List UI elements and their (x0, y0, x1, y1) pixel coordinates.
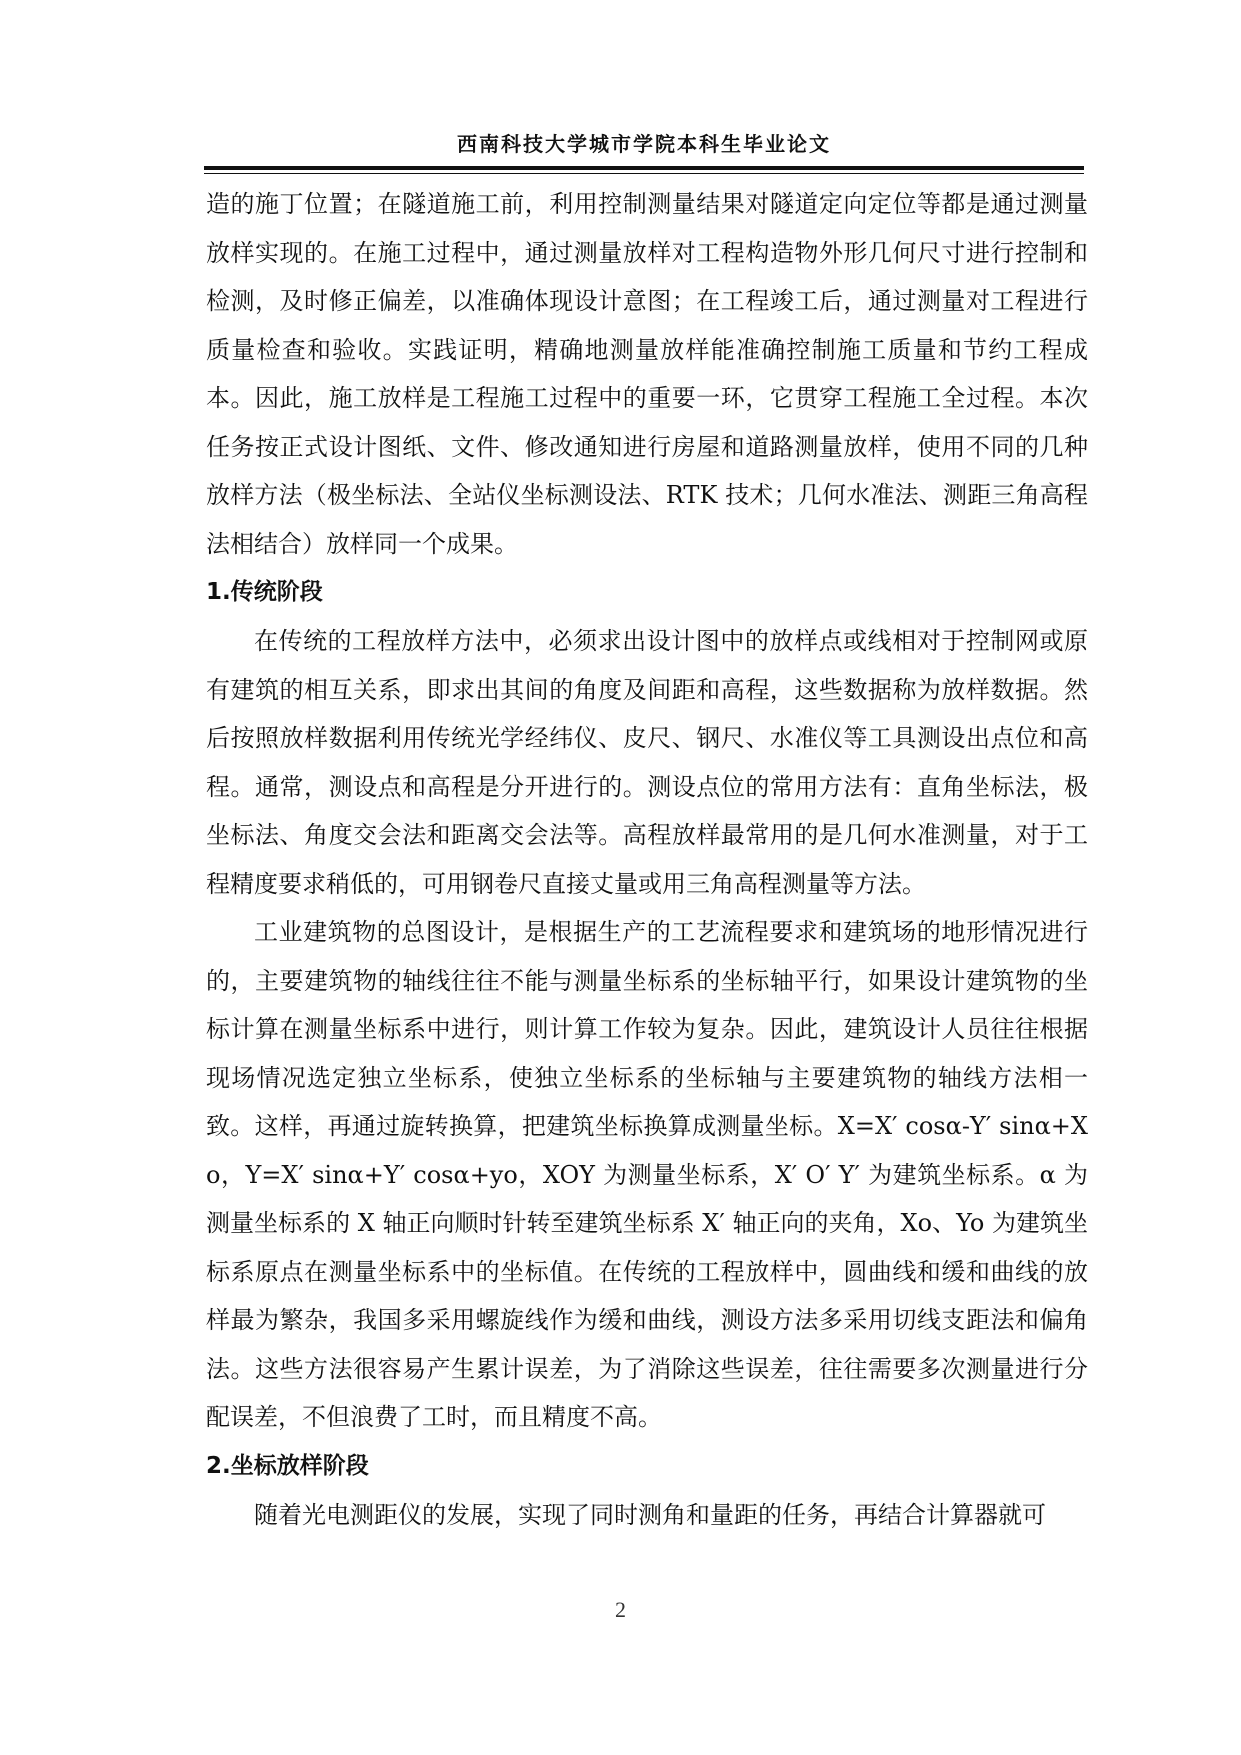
page-header-title: 西南科技大学城市学院本科生毕业论文 (457, 132, 831, 156)
paragraph-building-coordinates: 工业建筑物的总图设计，是根据生产的工艺流程要求和建筑场的地形情况进行的，主要建筑物的轴线往往不能与测量坐标系的坐标轴平行，如果设计建筑物的坐标计算在测量坐标系中进行，则计算工作较为复杂。因此，建筑设计人员往往根据现场情况选定独立坐标系，使独立坐标系的坐标轴与主要建筑物的轴线方法相一致。这样，再通过旋转换算，把建筑坐标换算成测量坐标。X=X′ cosα-Y′ sinα+Xo，Y=X′ sinα+Y′ cosα+yo，XOY 为测量坐标系，X′ O′ Y′ 为建筑坐标系。α 为测量坐标系的 X 轴正向顺时针转至建筑坐标系 X′ 轴正向的夹角，Xo、Yo 为建筑坐标系原点在测量坐标系中的坐标值。在传统的工程放样中，圆曲线和缓和曲线的放样最为繁杂，我国多采用螺旋线作为缓和曲线，测设方法多采用切线支距法和偏角法。这些方法很容易产生累计误差，为了消除这些误差，往往需要多次测量进行分配误差，不但浪费了工时，而且精度不高。 (206, 918, 1088, 1431)
paragraph-continuation: 造的施丁位置；在隧道施工前，利用控制测量结果对隧道定向定位等都是通过测量放样实现的。在施工过程中，通过测量放样对工程构造物外形几何尺寸进行控制和检测，及时修正偏差，以准确体现设计意图；在工程竣工后，通过测量对工程进行质量检查和验收。实践证明，精确地测量放样能准确控制施工质量和节约工程成本。因此，施工放样是工程施工过程中的重要一环，它贯穿工程施工全过程。本次任务按正式设计图纸、文件、修改通知进行房屋和道路测量放样，使用不同的几种放样方法（极坐标法、全站仪坐标测设法、RTK 技术；几何水准法、测距三角高程法相结合）放样同一个成果。 (206, 190, 1088, 558)
paragraph-coordinate-stakeout: 随着光电测距仪的发展，实现了同时测角和量距的任务，再结合计算器就可 (254, 1500, 1046, 1529)
header-rule-thick (204, 166, 1084, 170)
header-rule-thin (204, 173, 1084, 174)
document-body (206, 180, 1088, 1539)
section-heading-traditional: 1.传统阶段 (206, 579, 323, 605)
section-heading-coordinate-stakeout: 2.坐标放样阶段 (206, 1452, 369, 1479)
paragraph-traditional-methods: 在传统的工程放样方法中，必须求出设计图中的放样点或线相对于控制网或原有建筑的相互关系，即求出其间的角度及间距和高程，这些数据称为放样数据。然后按照放样数据利用传统光学经纬仪、皮尺、钢尺、水准仪等工具测设出点位和高程。通常，测设点和高程是分开进行的。测设点位的常用方法有：直角坐标法，极坐标法、角度交会法和距离交会法等。高程放样最常用的是几何水准测量，对于工程精度要求稍低的，可用钢卷尺直接丈量或用三角高程测量等方法。 (206, 627, 1088, 898)
page-number: 2 (615, 1597, 626, 1622)
